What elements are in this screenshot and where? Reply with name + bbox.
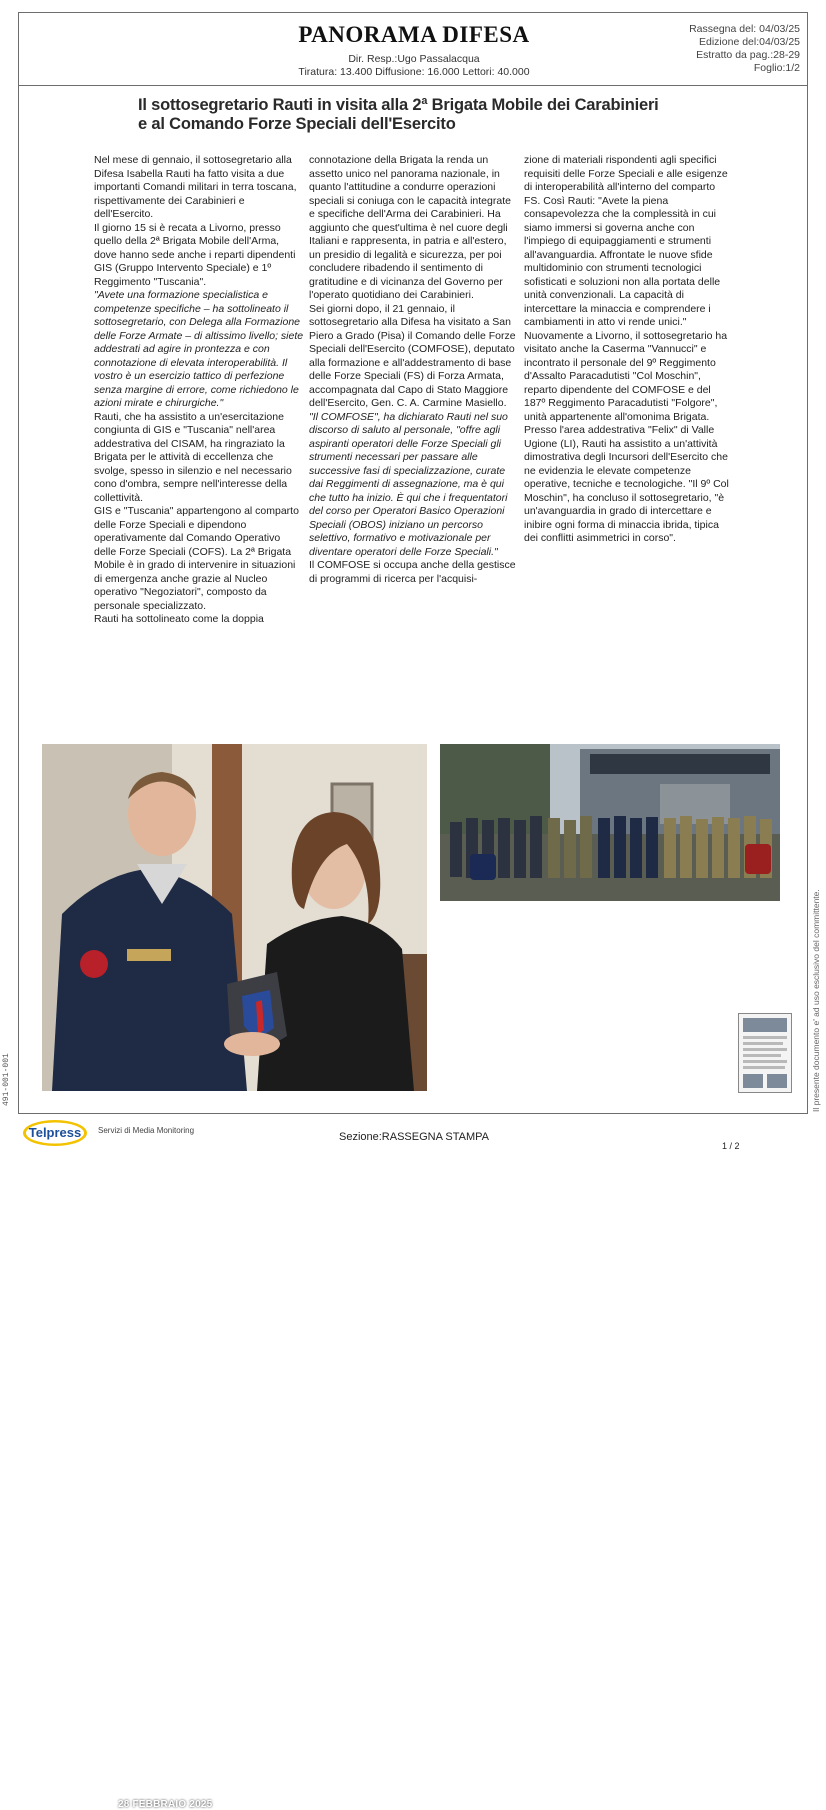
paragraph: Il giorno 15 si è recata a Livorno, presso quello della 2ª Brigata Mobile dell'Arma, dove hanno sede anche i reparti dipendenti GIS (Gruppo Intervento Speciale) e 1º Reggimento "Tuscania".: [94, 221, 296, 288]
paragraph: Rauti, che ha assistito a un'esercitazione congiunta di GIS e "Tuscania" nell'area addestrativa del CISAM, ha ringraziato la Brigata per le attività di eccellenza che svolge, spesso in silenzio e nel necessario cono d'ombra, sempre nell'interesse della collettività.: [94, 410, 292, 504]
meta-foglio: Foglio:1/2: [753, 62, 800, 74]
paragraph: Presso l'area addestrativa "Felix" di Valle Ugione (LI), Rauti ha assistito a un'attività dimostrativa degli Incursori dell'Esercito che ne evidenzia le elevate competenze operative, tecniche e tecnologiche. "Il 9º Col Moschin", ha concluso il sottosegretario, "è un'avanguardia in grado di intercettare e inibire ogni forma di minaccia ibrida, tipica dei conflitti asimmetrici in corso".: [524, 424, 729, 544]
paragraph: connotazione della Brigata la renda un assetto unico nel panorama nazionale, in quanto l'attitudine a condurre operazioni speciali si coniuga con le capacità integrate e specifiche dell'Arma dei Carabinieri. Ha aggiunto che quest'ultima è nel cuore degli Italiani e rappresenta, in patria e all'estero, un presidio di legalità e sicurezza, per poi concludere ribadendo il sentimento di gratitudine e di vicinanza del Governo per l'operato quotidiano dei Carabinieri.: [309, 154, 511, 301]
publication-director: Dir. Resp.:Ugo Passalacqua: [348, 53, 480, 65]
photo-page-caption: 28 FEBBRAIO 2025: [118, 1799, 213, 1810]
meta-edizione: Edizione del:04/03/25: [699, 36, 800, 48]
thumb-image-block: [767, 1074, 787, 1088]
publication-stats: Tiratura: 13.400 Diffusione: 16.000 Lettori: 40.000: [298, 66, 530, 78]
document-code: 491-001-001: [2, 1053, 11, 1106]
media-monitoring-label: Servizi di Media Monitoring: [98, 1126, 195, 1135]
thumb-line: [743, 1066, 785, 1069]
page-number: 1 / 2: [722, 1141, 740, 1151]
header-divider: [18, 85, 808, 86]
thumb-line: [743, 1048, 787, 1051]
disclaimer-vertical: Il presente documento e' ad uso esclusivo del committente.: [811, 889, 821, 1112]
article-column-1: [94, 154, 304, 627]
thumb-image-block: [743, 1074, 763, 1088]
headline-line-2: e al Comando Forze Speciali dell'Esercito: [138, 115, 456, 133]
meta-estratto: Estratto da pag.:28-29: [696, 49, 800, 61]
page-thumbnail: [738, 1013, 792, 1093]
headline-line-1: Il sottosegretario Rauti in visita alla 2ª Brigata Mobile dei Carabinieri: [138, 96, 659, 114]
thumb-line: [743, 1054, 781, 1057]
paragraph: GIS e "Tuscania" appartengono al comparto delle Forze Speciali e dipendono operativamente dal Comando Operativo delle Forze Speciali (COFS). La 2ª Brigata Mobile è in grado di intervenire in situazioni di emergenza anche grazie al Nucleo operativo "Negoziatori", composto da personale specializzato.: [94, 505, 299, 612]
paragraph: Nuovamente a Livorno, il sottosegretario ha visitato anche la Caserma "Vannucci" e incontrato il personale del 9º Reggimento d'Assalto Paracadutisti "Col Moschin", reparto dipendente del COMFOSE e del 187º Reggimento Paracadutisti "Folgore", unità appartenente all'omonima Brigata.: [524, 329, 728, 423]
article-column-2: [309, 154, 519, 586]
clipping-meta: [689, 23, 800, 75]
thumb-line: [743, 1036, 787, 1039]
publication-title: PANORAMA DIFESA: [298, 22, 530, 47]
paragraph: Rauti ha sottolineato come la doppia: [94, 613, 264, 625]
thumb-image-block: [743, 1018, 787, 1032]
thumb-line: [743, 1042, 783, 1045]
quote-text: "Il COMFOSE", ha dichiarato Rauti nel suo discorso di saluto al personale, "offre agli aspiranti operatori delle Forze Speciali gli strumenti necessari per passare alle successive fasi di specializzazione, curate dai Reggimenti di assegnazione, ma è qui che tutto ha inizio. È qui che i frequentatori del corso per Operatori Basico Operazioni Speciali (OBOS) iniziano un percorso selettivo, formativo e motivazionale per diventare operatori delle Forze Speciali.": [309, 410, 508, 558]
article-headline: [138, 96, 698, 134]
logo-text: Telpress: [28, 1125, 82, 1140]
paragraph-quote: [94, 289, 304, 411]
paragraph: zione di materiali rispondenti agli specifici requisiti delle Forze Speciali e alle esigenze di interoperabilità all'interno del comparto FS. Così Rauti: "Avete la piena consapevolezza che la complessità in cui siamo immersi si governa anche con l'impiego di equipaggiamenti e strumenti all'avanguardia. Affrontate le nuove sfide multidominio con strumenti tecnologici sofisticati e soluzioni non alla portata delle unità convenzionali. La capacità di intercettare la minaccia e comprendere i cambiamenti in atto vi rende unici.": [524, 154, 728, 328]
paragraph: Nel mese di gennaio, il sottosegretario alla Difesa Isabella Rauti ha fatto visita a due importanti Comandi militari in terra toscana, rispettivamente dei Carabinieri e dell'Esercito.: [94, 154, 297, 220]
thumb-line: [743, 1060, 787, 1063]
meta-rassegna: Rassegna del: 04/03/25: [689, 23, 800, 35]
article-column-3: [524, 154, 734, 546]
paragraph: Il COMFOSE si occupa anche della gestisce di programmi di ricerca per l'acquisi-: [309, 559, 516, 585]
telpress-logo: [22, 1119, 88, 1147]
paragraph: Sei giorni dopo, il 21 gennaio, il sottosegretario alla Difesa ha visitato a San Piero a Grado (Pisa) il Comando delle Forze Speciali dell'Esercito (COMFOSE), deputato alla formazione e all'addestramento di base delle Forze Speciali (FS) di Forza Armata, accompagnata dal Capo di Stato Maggiore dell'Esercito, Gen. C. A. Carmine Masiello.: [309, 302, 516, 409]
group-photo-illustration: [440, 744, 780, 901]
photo-comfose-group: [440, 744, 780, 901]
quote-text: "Avete una formazione specialistica e competenze specifiche – ha sottolineato il sottosegretario, con Delega alla Formazione delle Forze Armate – di altissimo livello; siete addestrati ad agire in prontezza e con connotazione di elevata interoperabilità. Il vostro è un esercizio tattico di perfezione senza margine di errore, come richiedono le azioni mirate e chirurgiche.": [94, 289, 304, 409]
paragraph-quote: [309, 411, 519, 560]
section-label: Sezione:RASSEGNA STAMPA: [339, 1131, 489, 1143]
photo-illustration: [42, 744, 427, 1091]
